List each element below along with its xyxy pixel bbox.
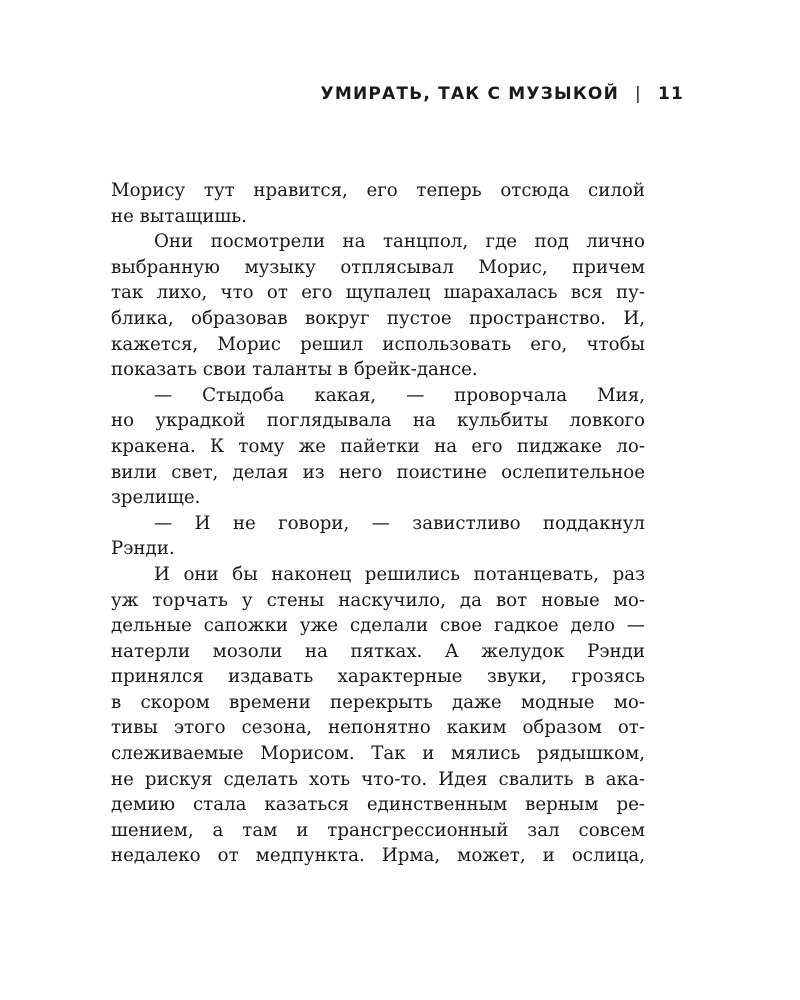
text-line: не вытащишь. [111, 205, 247, 227]
text-line: — Стыдоба какая, — проворчала Мия, [154, 384, 645, 406]
text-line: не рискуя сделать хоть что-то. Идея свалить в ака- [111, 768, 645, 790]
header-separator: | [635, 84, 642, 104]
text-line: показать свои таланты в брейк-дансе. [111, 359, 478, 381]
text-line: натерли мозоли на пятках. А желудок Рэнди [111, 640, 645, 662]
text-line: кажется, Морис решил использовать его, чтобы [111, 333, 645, 355]
running-head [321, 84, 684, 104]
text-line: дельные сапожки уже сделали свое гадкое дело — [111, 615, 645, 637]
text-line: Рэнди. [111, 538, 175, 560]
chapter-title: УМИРАТЬ, ТАК С МУЗЫКОЙ [320, 84, 619, 104]
text-line: но украдкой поглядывала на кульбиты ловкого [111, 410, 645, 432]
text-line: Они посмотрели на танцпол, где под лично [154, 231, 645, 253]
text-line: в скором времени перекрыть даже модные мо- [111, 691, 645, 713]
text-line: уж торчать у стены наскучило, да вот новые мо- [111, 589, 645, 611]
text-line: принялся издавать характерные звуки, грозясь [111, 666, 645, 688]
text-line: выбранную музыку отплясывал Морис, причем [111, 256, 645, 278]
body-text [111, 178, 645, 869]
text-line: — И не говори, — завистливо поддакнул [154, 512, 645, 534]
text-line: И они бы наконец решились потанцевать, раз [154, 563, 645, 585]
text-line: слеживаемые Морисом. Так и мялись рядышком, [111, 743, 645, 765]
text-line: Морису тут нравится, его теперь отсюда силой [111, 180, 645, 201]
text-line: зрелище. [111, 487, 201, 509]
text-line: вили свет, делая из него поистине ослепительное [111, 461, 645, 483]
text-line: блика, образовав вокруг пустое пространство. И, [111, 307, 645, 329]
text-line: кракена. К тому же пайетки на его пиджаке ло- [111, 435, 645, 457]
text-line: шением, а там и трансгрессионный зал совсем [111, 819, 645, 841]
page-number: 11 [657, 84, 684, 104]
text-line: демию стала казаться единственным верным ре- [111, 794, 645, 816]
text-line: так лихо, что от его щупалец шарахалась вся пу- [111, 282, 645, 304]
text-line: недалеко от медпункта. Ирма, может, и ослица, [111, 845, 645, 867]
text-line: тивы этого сезона, непонятно каким образом от- [111, 717, 645, 739]
